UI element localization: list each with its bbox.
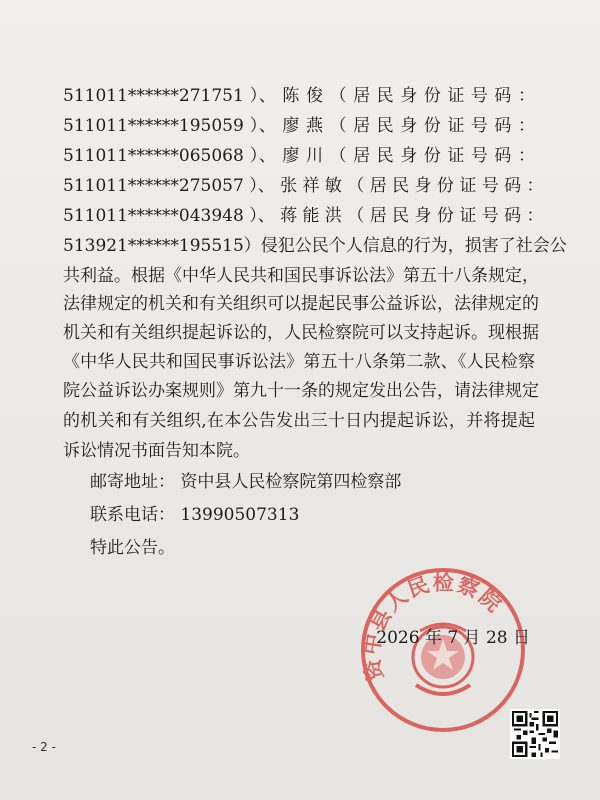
body-line: 513921******195515）侵犯公民个人信息的行为，损害了社会公 bbox=[63, 236, 567, 256]
qr-code bbox=[510, 709, 560, 759]
contact-phone: 联系电话： 13990507313 bbox=[90, 505, 300, 525]
body-line: 的机关和有关组织,在本公告发出三十日内提起诉讼，并将提起 bbox=[63, 411, 535, 431]
page-number: - 2 - bbox=[32, 740, 56, 754]
body-line: 诉讼情况书面告知本院。 bbox=[63, 441, 250, 461]
official-seal bbox=[358, 565, 528, 735]
svg-text:资中县人民检察院: 资中县人民检察院 bbox=[359, 570, 508, 683]
body-line: 511011******271751 ）、 陈 俊 （ 居 民 身 份 证 号 码 ： bbox=[63, 86, 535, 106]
body-line: 511011******043948 ）、 蒋 能 洪 （ 居 民 身 份 证 号 码 ： bbox=[63, 206, 544, 226]
body-line: 机关和有关组织提起诉讼的，人民检察院可以支持起诉。现根据 bbox=[63, 323, 539, 343]
body-line: 共利益。根据《中华人民共和国民事诉讼法》第五十八条规定， bbox=[63, 266, 539, 286]
body-line: 511011******275057 ）、 张 祥 敏 （ 居 民 身 份 证 号 码 ： bbox=[63, 176, 544, 196]
issue-date: 2026 年 7 月 28 日 bbox=[376, 628, 530, 648]
body-line: 院公益诉讼办案规则》第九十一条的规定发出公告，请法律规定 bbox=[63, 381, 539, 401]
body-line: 511011******195059 ）、 廖 燕 （ 居 民 身 份 证 号 码 ： bbox=[63, 116, 535, 136]
closing-statement: 特此公告。 bbox=[90, 538, 175, 558]
body-line: 《中华人民共和国民事诉讼法》第五十八条第二款、《人民检察 bbox=[63, 352, 535, 372]
body-line: 511011******065068 ）、 廖 川 （ 居 民 身 份 证 号 码 ： bbox=[63, 146, 535, 166]
mail-address: 邮寄地址： 资中县人民检察院第四检察部 bbox=[90, 472, 402, 492]
body-line: 法律规定的机关和有关组织可以提起民事公益诉讼，法律规定的 bbox=[63, 294, 539, 314]
